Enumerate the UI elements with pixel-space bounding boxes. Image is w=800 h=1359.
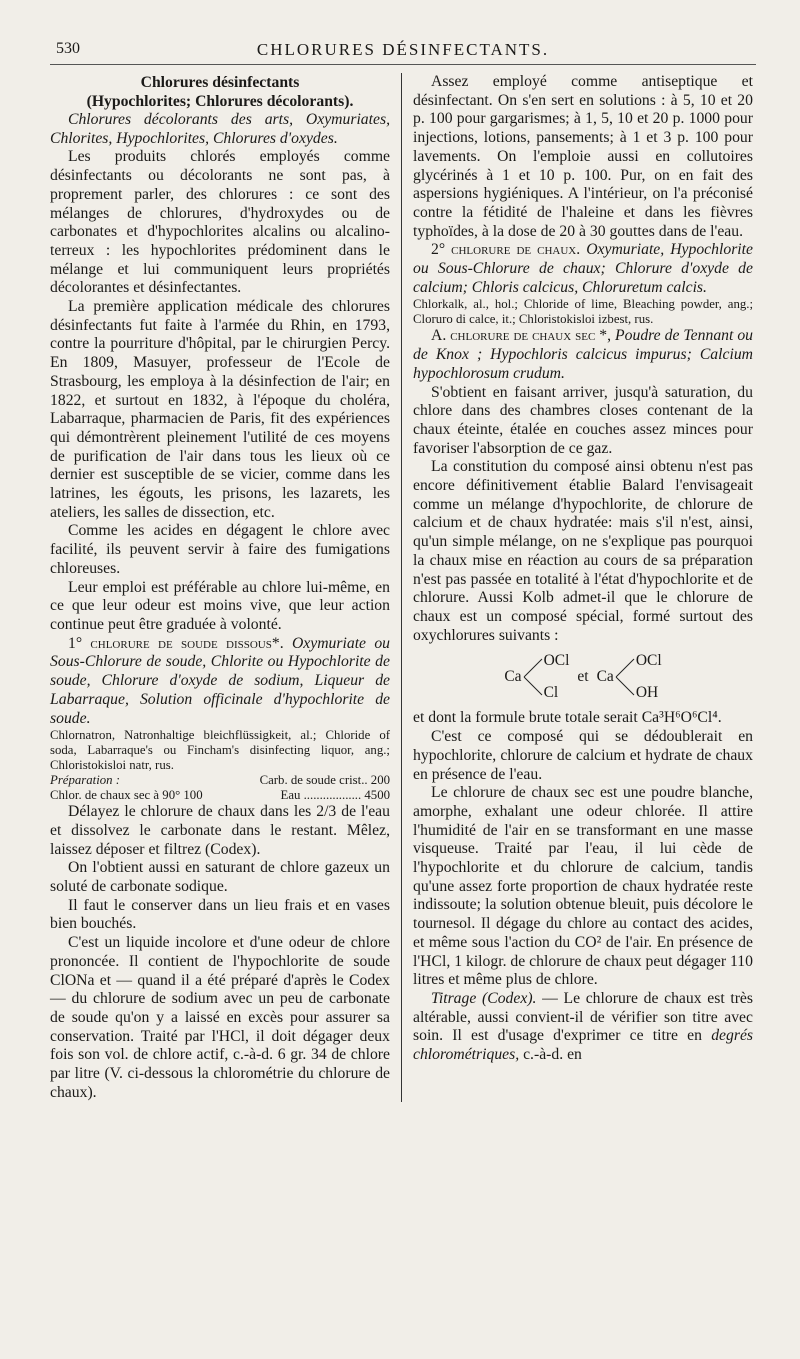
foreign-names: Chlornatron, Natronhaltige bleichflüssigkeit, al.; Chloride of soda, Labarraque's ou Fincham's disinfecting liquor, ang.; Chloristokisloi natr, rus. — [50, 728, 390, 773]
bond-lines — [614, 653, 636, 701]
section-heading-soude: 1° chlorure de soude dissous*. Oxymuriate ou Sous-Chlorure de soude, Chlorite ou Hypochlorite de soude, Chlorure d'oxyde de sodium, Liqueur de Labarraque, Solution officinale d'hypochlorite de soude. — [50, 634, 391, 727]
section-heading-chaux-sec: A. chlorure de chaux sec *, Poudre de Tennant ou de Knox ; Hypochloris calcicus impurus; Calcium hypochlorosum crudum. — [413, 327, 754, 382]
page-number: 530 — [56, 40, 80, 57]
running-title: CHLORURES DÉSINFECTANTS. — [256, 40, 550, 59]
paragraph: et dont la formule brute totale serait Ca³H⁶O⁶Cl⁴. — [413, 709, 722, 727]
paragraph: Assez employé comme antiseptique et désinfectant. On s'en sert en solutions : à 5, 10 et 20 p. 100 pour gargarismes; à 1, 5, 10 et 20 p. 1000 pour injections, lotions, pansements; à 1 et 3 p. 100 pour lavements. On l'emploie aussi en collutoires glycérinés à 1 et 10 p. 100. Pur, on en fait des aspersions hygiéniques. A l'intérieur, on l'a préconisé contre la fétidité de l'haleine et dans les fièvres typhoïdes, à la dose de 20 à 30 gouttes dans de l'eau. — [413, 73, 753, 240]
article-subtitle: (Hypochlorites; Chlorures décolorants). — [86, 93, 354, 110]
paragraph: S'obtient en faisant arriver, jusqu'à saturation, du chlore dans des chambres closes contenant de la chaux éteinte, étalée en couches assez minces pour favoriser l'absorption de ce gaz. — [413, 383, 753, 457]
paragraph: Leur emploi est préférable au chlore lui-même, en ce que leur odeur est moins vive, que leur action continue peut être graduée à volonté. — [50, 578, 390, 633]
bond-lines — [522, 653, 544, 701]
paragraph: C'est ce composé qui se dédoublerait en hypochlorite, chlorure de calcium et hydrate de chaux en présence de l'eau. — [413, 728, 753, 783]
paragraph: La constitution du composé ainsi obtenu n'est pas encore définitivement établie Balard l'envisageait comme un mélange d'hypochlorite, de chlorure de calcium et de chaux hydratée: mais s'il n'est, ainsi, qu'un simple mélange, on ne s'explique pas pourquoi la chaux mise en réaction au cours de sa préparation n'est pas passée en totalité à l'état d'hypochlorite et de chlorure. Aussi Kolb admet-il que le chlorure de chaux est un composé spécial, formé surtout des oxychlorures suivants : — [413, 458, 753, 644]
foreign-names: Chlorkalk, al., hol.; Chloride of lime, Bleaching powder, ang.; Cloruro di calce, it.; Chloristokisloi izbest, rus. — [413, 297, 753, 327]
paragraph: Les produits chlorés employés comme désinfectants ou décolorants ne sont pas, à proprement parler, des chlorures : ce sont des mélanges de chlorures, d'hydroxydes ou de carbonates et d'hypochlorites alcalins ou alcalino-terreux : les hypochlorites prédominent dans le mélange et lui communiquent leurs propriétés décolorantes et désinfectantes. — [50, 148, 390, 297]
left-column — [50, 73, 401, 1102]
paragraph: Comme les acides en dégagent le chlore avec facilité, ils peuvent servir à faire des fumigations chloreuses. — [50, 522, 390, 577]
right-column — [401, 73, 753, 1102]
article-title: Chlorures désinfectants — [140, 74, 300, 91]
synonyms: Chlorures décolorants des arts, Oxymuriates, Chlorites, Hypochlorites, Chlorures d'oxydes. — [50, 111, 390, 147]
paragraph: La première application médicale des chlorures désinfectants fut faite à l'armée du Rhin, en 1793, contre la pourriture d'hôpital, par le chirurgien Percy. En 1809, Masuyer, professeur de l'Ecole de Strasbourg, les employa à la désinfection de l'air; en 1822, et surtout en 1832, à l'époque du choléra, Labarraque, pharmacien de Paris, fit des expériences qui démontrèrent pleinement l'utilité de ces moyens de purification de l'air dans tous les lieux où ce dernier est susceptible de se vicier, comme dans les latrines, les égouts, les prisons, les lazarets, les ateliers, les salles de dissection, etc. — [50, 298, 390, 521]
titrage-paragraph: Titrage (Codex). — Le chlorure de chaux est très altérable, aussi convient-il de vérifier son titre avec soin. Il est d'usage d'exprimer ce titre en degrés chlorométriques, c.-à-d. en — [413, 989, 754, 1064]
two-column-body — [50, 73, 756, 1102]
paragraph: Le chlorure de chaux sec est une poudre blanche, amorphe, exhalant une odeur chlorée. Il attire l'humidité de l'air en se transformant en une masse visqueuse. Traité par l'eau, il lui cède de l'hypochlorite et du chlorure de calcium, tandis qu'une assez forte proportion de chaux hydratée reste indissoute; la solution obtenue bleuit, puis décolore le tournesol. Il dégage du chlore au contact des acides, et même sous l'action du CO² de l'air. En présence de l'HCl, 1 kilogr. de chlorure de chaux peut dégager 110 litres et même plus de chlore. — [413, 784, 753, 989]
section-heading-chaux: 2° chlorure de chaux. Oxymuriate, Hypochlorite ou Sous-Chlorure de chaux; Chlorure d'oxyde de calcium; Chloris calcicus, Chloruretum calcis. — [413, 241, 753, 296]
preparation-row: Chlor. de chaux sec à 90° 100 Eau .................. 4500 — [50, 788, 390, 803]
page-header — [50, 40, 756, 65]
paragraph: Il faut le conserver dans un lieu frais et en vases bien bouchés. — [50, 896, 390, 933]
paragraph: Délayez le chlorure de chaux dans les 2/3 de l'eau et dissolvez le carbonate dans le restant. Mêlez, laissez déposer et filtrez (Codex). — [50, 803, 390, 858]
paragraph: C'est un liquide incolore et d'une odeur de chlore prononcée. Il contient de l'hypochlorite de soude ClONa et — quand il a été préparé d'après le Codex — du chlorure de sodium avec un peu de carbonate de soude qu'on y a laissé en excès pour assurer sa conservation. Traité par l'HCl, il doit dégager deux fois son vol. de chlore actif, c.-à-d. 6 gr. 34 de chlore par litre (V. ci-dessous la chlorométrie du chlorure de chaux). — [50, 934, 390, 1101]
oxychloride-formula: Ca OCl Cl et Ca OCl OH — [504, 652, 662, 702]
paragraph: On l'obtient aussi en saturant de chlore gazeux un soluté de carbonate sodique. — [50, 859, 390, 896]
preparation-row: Préparation : Carb. de soude crist.. 200 — [50, 773, 390, 788]
